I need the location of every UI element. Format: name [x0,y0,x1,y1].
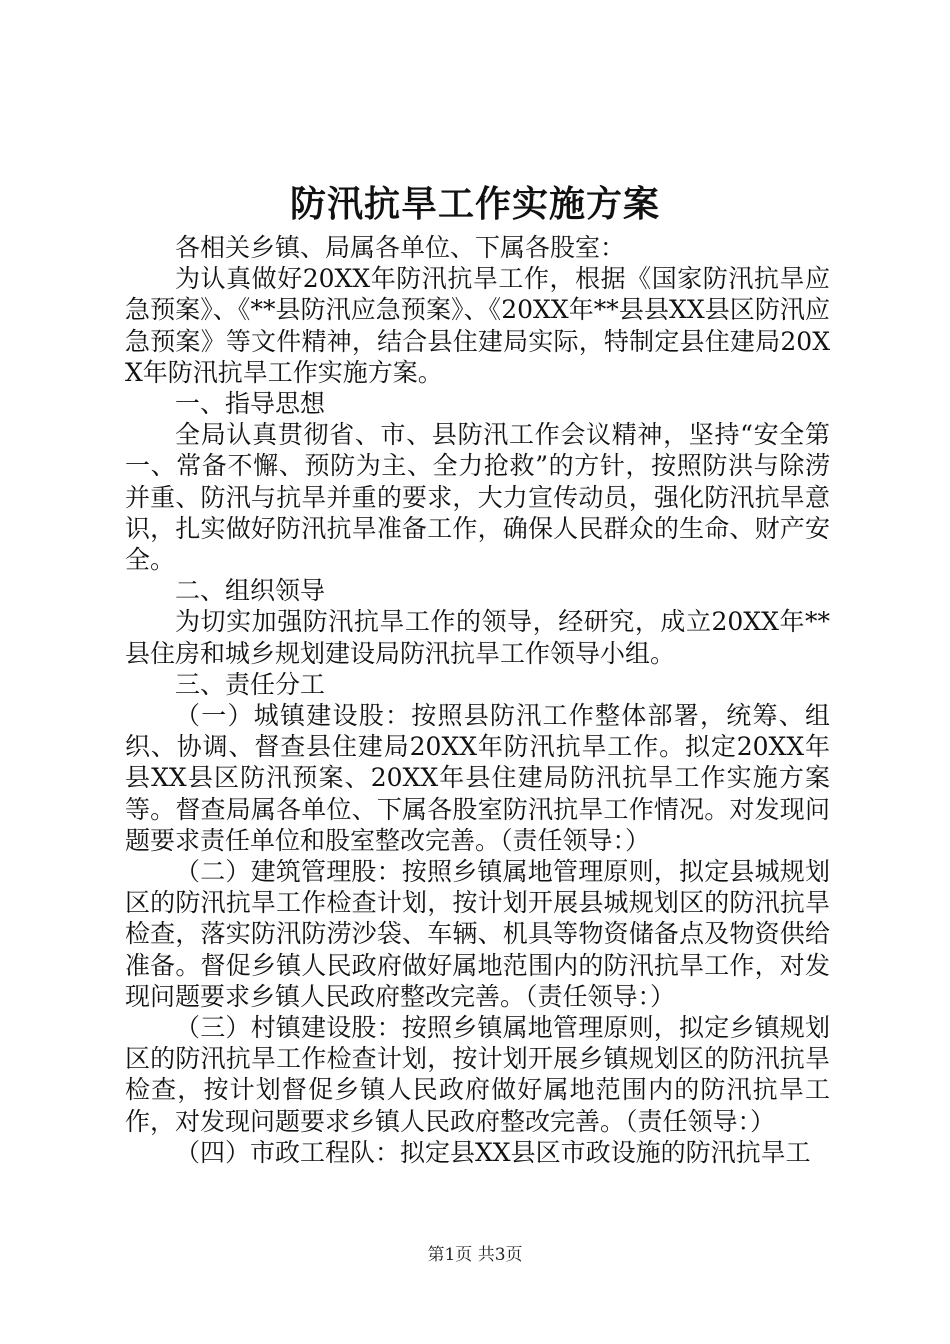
organization-paragraph: 为切实加强防汛抗旱工作的领导，经研究，成立20XX年**县住房和城乡规划建设局防汛抗旱工作领导小组。 [125,607,830,668]
responsibility-item-4: （四）市政工程队：拟定县XX县区市政设施的防汛抗旱工 [175,1137,811,1167]
page-footer: 第1页 共3页 [427,1245,523,1265]
section-heading-responsibilities: 三、责任分工 [175,669,326,699]
responsibility-item-2: （二）建筑管理股：按照乡镇属地管理原则，拟定县城规划区的防汛抗旱工作检查计划，按计划开展县城规划区的防汛抗旱检查，落实防汛防涝沙袋、车辆、机具等物资储备点及物资供给准备。督促乡镇人民政府做好属地范围内的防汛抗旱工作，对发现问题要求乡镇人民政府整改完善。（责任领导：） [125,857,830,1011]
section-heading-organization: 二、组织领导 [175,576,326,606]
guiding-ideology-paragraph: 全局认真贯彻省、市、县防汛工作会议精神，坚持“安全第一、常备不懈、预防为主、全力抢救”的方针，按照防洪与除涝并重、防汛与抗旱并重的要求，大力宣传动员，强化防汛抗旱意识，扎实做好防汛抗旱准备工作，确保人民群众的生命、财产安全。 [125,420,830,575]
section-heading-guiding-ideology: 一、指导思想 [175,389,326,419]
salutation-paragraph: 各相关乡镇、局属各单位、下属各股室： [175,233,626,262]
responsibility-item-1: （一）城镇建设股：按照县防汛工作整体部署，统筹、组织、协调、督查县住建局20XX年防汛抗旱工作。拟定20XX年县XX县区防汛预案、20XX年县住建局防汛抗旱工作实施方案等。督查局属各单位、下属各股室防汛抗旱工作情况。对发现问题要求责任单位和股室整改完善。（责任领导：） [125,701,830,855]
intro-paragraph: 为认真做好20XX年防汛抗旱工作，根据《国家防汛抗旱应急预案》、《**县防汛应急预案》、《20XX年**县县XX县区防汛应急预案》等文件精神，结合县住建局实际，特制定县住建局20XX年防汛抗旱工作实施方案。 [125,264,830,387]
responsibility-item-3: （三）村镇建设股：按照乡镇属地管理原则，拟定乡镇规划区的防汛抗旱工作检查计划，按计划开展乡镇规划区的防汛抗旱检查，按计划督促乡镇人民政府做好属地范围内的防汛抗旱工作，对发现问题要求乡镇人民政府整改完善。（责任领导：） [125,1013,830,1136]
document-body [125,232,830,1168]
page-title: 防汛抗旱工作实施方案 [289,183,660,225]
